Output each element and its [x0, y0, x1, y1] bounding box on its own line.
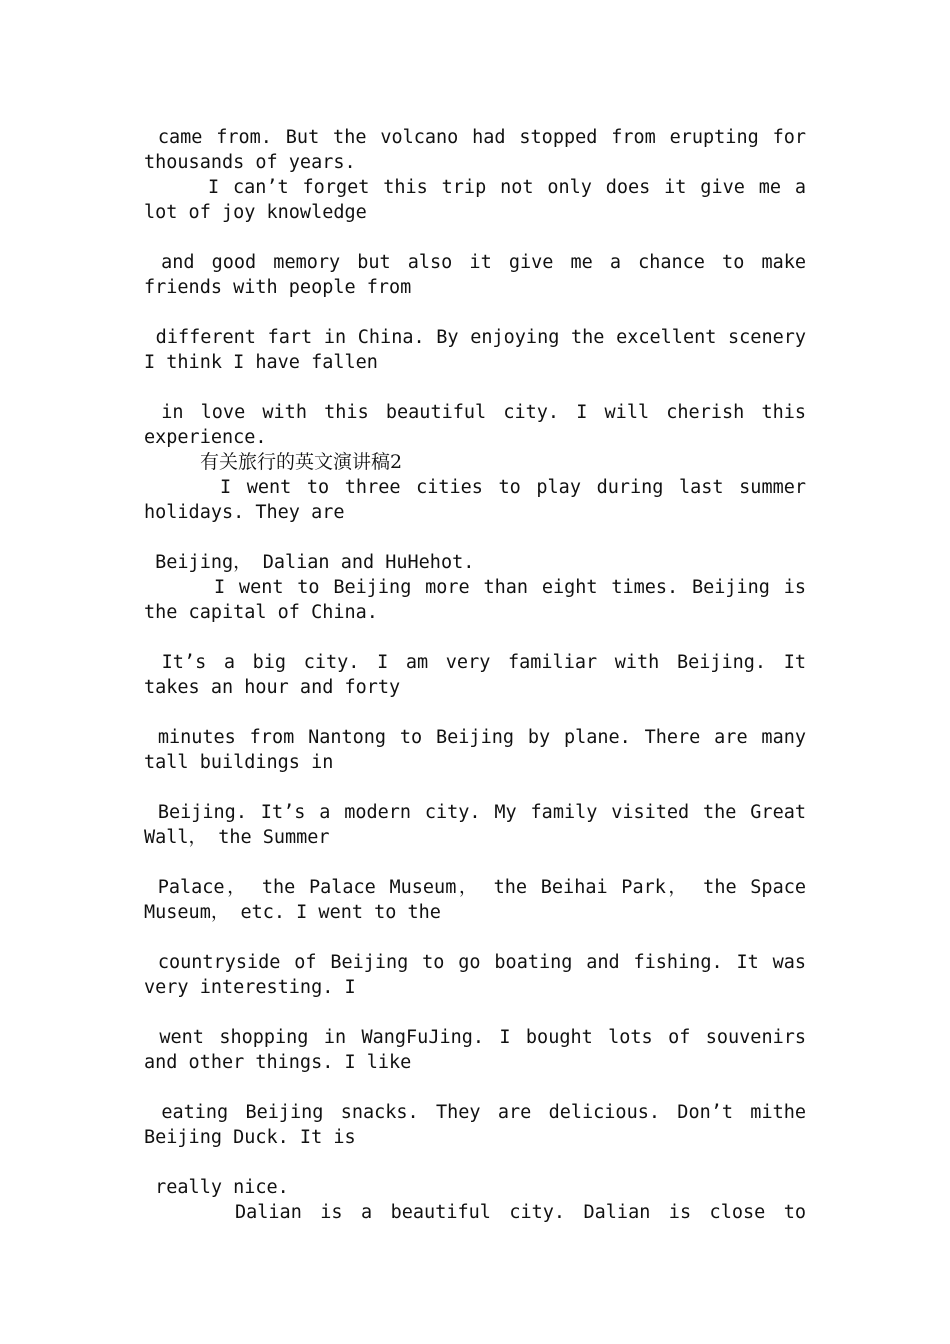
text-line: Beijing Duck. It is [144, 1127, 356, 1148]
text-line: very interesting. I [144, 977, 356, 998]
text-line: in love with this beautiful city. I will cherish this [144, 402, 806, 423]
text-line: Palace， the Palace Museum， the Beihai Park， the Space [144, 877, 806, 898]
blank-line [144, 525, 806, 550]
text-line: I can’t forget this trip not only does it give me a [208, 177, 806, 198]
text-line: holidays. They are [144, 502, 345, 523]
text-line: experience. [144, 427, 267, 448]
text-line: friends with people from [144, 277, 412, 298]
text-line: countryside of Beijing to go boating and fishing. It was [144, 952, 806, 973]
text-line: Wall， the Summer [144, 827, 330, 848]
blank-line [144, 925, 806, 950]
blank-line [144, 700, 806, 725]
blank-line [144, 850, 806, 875]
text-line: I went to Beijing more than eight times. Beijing is [214, 577, 806, 598]
text-line: lot of joy knowledge [144, 202, 367, 223]
text-line: It’s a big city. I am very familiar with Beijing. It [144, 652, 806, 673]
text-line: and other things. I like [144, 1052, 412, 1073]
blank-line [144, 1075, 806, 1100]
blank-line [144, 1150, 806, 1175]
text-line: I went to three cities to play during last summer [220, 477, 806, 498]
text-line: thousands of years. [144, 152, 356, 173]
blank-line [144, 225, 806, 250]
blank-line [144, 375, 806, 400]
text-line: minutes from Nantong to Beijing by plane. There are many [144, 727, 806, 748]
blank-line [144, 1000, 806, 1025]
text-line: I think I have fallen [144, 352, 378, 373]
text-line: really nice. [144, 1177, 289, 1198]
text-line: takes an hour and forty [144, 677, 401, 698]
text-line: Dalian is a beautiful city. Dalian is close to [235, 1202, 806, 1223]
text-line: different fart in China. By enjoying the excellent scenery [144, 327, 806, 348]
blank-line [144, 775, 806, 800]
text-line: the capital of China. [144, 602, 378, 623]
text-line: eating Beijing snacks. They are delicious. Don’t mithe [144, 1102, 806, 1123]
text-line: and good memory but also it give me a chance to make [144, 252, 806, 273]
section-heading: 有关旅行的英文演讲稿2 [200, 451, 403, 473]
text-line: Beijing. It’s a modern city. My family visited the Great [144, 802, 806, 823]
document-body [144, 125, 806, 1225]
text-line: went shopping in WangFuJing. I bought lots of souvenirs [144, 1027, 806, 1048]
blank-line [144, 625, 806, 650]
text-line: came from. But the volcano had stopped from erupting for [144, 127, 806, 148]
text-line: tall buildings in [144, 752, 334, 773]
blank-line [144, 300, 806, 325]
text-line: Beijing， Dalian and HuHehot. [144, 552, 475, 573]
text-line: Museum， etc. I went to the [144, 902, 441, 923]
